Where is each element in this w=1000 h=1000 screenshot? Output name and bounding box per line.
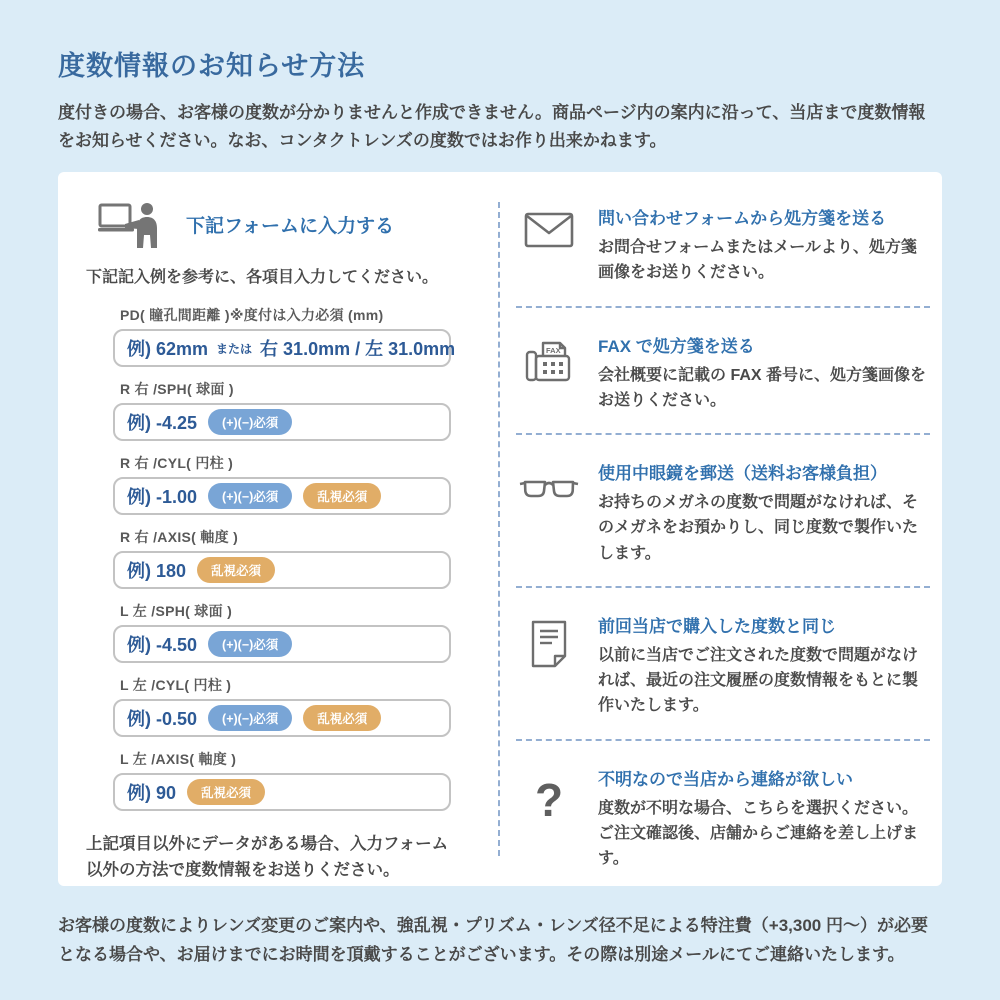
field-example-box bbox=[113, 551, 451, 589]
method-body: 会社概要に記載の FAX 番号に、処方箋画像をお送りください。 bbox=[598, 366, 927, 409]
sign-required-badge: (+)(−)必須 bbox=[208, 483, 292, 509]
horizontal-dashed-divider bbox=[516, 433, 930, 435]
field-example-box bbox=[113, 625, 451, 663]
field-example-box bbox=[113, 773, 451, 811]
field-row-r-axis bbox=[113, 527, 451, 589]
field-label: L 左 /CYL( 円柱 ) bbox=[120, 677, 232, 694]
example-value: 例) -4.25 bbox=[127, 413, 198, 434]
horizontal-dashed-divider bbox=[516, 586, 930, 588]
footer-note: お客様の度数によりレンズ変更のご案内や、強乱視・プリズム・レンズ径不足による特注費（+3,300 円～）が必要となる場合や、お届けまでにお時間を頂戴することがございます。その際は別途メールにてご連絡いたします。 bbox=[58, 916, 928, 964]
field-row-l-axis bbox=[113, 749, 451, 811]
method-body: 以前に当店でご注文された度数で問題がなければ、最近の注文履歴の度数情報をもとに製作いたします。 bbox=[598, 646, 919, 715]
astigmatism-required-badge: 乱視必須 bbox=[187, 779, 265, 805]
astigmatism-required-badge: 乱視必須 bbox=[197, 557, 275, 583]
form-section-header bbox=[98, 200, 498, 248]
field-label: L 左 /AXIS( 軸度 ) bbox=[120, 751, 237, 768]
svg-text:FAX: FAX bbox=[546, 345, 561, 355]
method-title: 不明なので当店から連絡が欲しい bbox=[598, 769, 853, 789]
example-value: 例) -4.50 bbox=[127, 635, 198, 656]
form-section-title: 下記フォームに入力する bbox=[186, 215, 395, 237]
astigmatism-required-badge: 乱視必須 bbox=[303, 483, 381, 509]
example-value: 例) 90 bbox=[127, 783, 177, 804]
glasses-icon bbox=[516, 459, 582, 566]
horizontal-dashed-divider bbox=[516, 739, 930, 741]
method-body: お問合せフォームまたはメールより、処方箋画像をお送りください。 bbox=[598, 239, 917, 282]
field-label: R 右 /SPH( 球面 ) bbox=[120, 381, 234, 398]
question-icon: ? bbox=[534, 773, 564, 826]
envelope-icon bbox=[516, 204, 582, 286]
method-title: FAX で処方箋を送る bbox=[598, 336, 755, 356]
fax-icon bbox=[516, 332, 582, 414]
sign-required-badge: (+)(−)必須 bbox=[208, 631, 292, 657]
methods-column bbox=[500, 172, 952, 886]
example-value: 例) -1.00 bbox=[127, 487, 198, 508]
page-title: 度数情報のお知らせ方法 bbox=[58, 51, 366, 81]
method-title: 使用中眼鏡を郵送（送料お客様負担） bbox=[598, 464, 887, 484]
field-example-box bbox=[113, 403, 451, 441]
horizontal-dashed-divider bbox=[516, 306, 930, 308]
field-example-box bbox=[113, 699, 451, 737]
sign-required-badge: (+)(−)必須 bbox=[208, 409, 292, 435]
field-label: R 右 /AXIS( 軸度 ) bbox=[120, 529, 239, 546]
content-panel bbox=[58, 172, 942, 886]
sign-required-badge: (+)(−)必須 bbox=[208, 705, 292, 731]
field-label: PD( 瞳孔間距離 )※度付は入力必須 (mm) bbox=[120, 307, 384, 324]
method-body: 度数が不明な場合、こちらを選択ください。ご注文確認後、店舗からご連絡を差し上げます。 bbox=[598, 799, 919, 868]
example-value: 例) -0.50 bbox=[127, 709, 198, 730]
intro-text: 度付きの場合、お客様の度数が分かりませんと作成できません。商品ページ内の案内に沿って、当店まで度数情報をお知らせください。なお、コンタクトレンズの度数ではお作り出来かねます。 bbox=[58, 103, 926, 150]
field-row-r-sph bbox=[113, 379, 451, 441]
form-subheading: 下記記入例を参考に、各項目入力してください。 bbox=[86, 269, 439, 287]
field-label: L 左 /SPH( 球面 ) bbox=[120, 603, 233, 620]
method-title: 問い合わせフォームから処方箋を送る bbox=[598, 209, 887, 229]
example-fields bbox=[113, 305, 456, 811]
form-note: 上記項目以外にデータがある場合、入力フォーム以外の方法で度数情報をお送りください。 bbox=[86, 835, 449, 880]
method-item-fax bbox=[516, 332, 930, 414]
field-row-l-cyl bbox=[113, 675, 451, 737]
astigmatism-required-badge: 乱視必須 bbox=[303, 705, 381, 731]
document-icon bbox=[516, 612, 582, 719]
method-item-previous-order bbox=[516, 612, 930, 719]
method-item-contact-form bbox=[516, 204, 930, 286]
method-body: お持ちのメガネの度数で問題がなければ、そのメガネをお預かりし、同じ度数で製作いたします。 bbox=[598, 494, 919, 562]
method-item-contact-me bbox=[516, 765, 930, 872]
field-row-l-sph bbox=[113, 601, 451, 663]
method-item-mail-glasses bbox=[516, 459, 930, 566]
form-column bbox=[58, 172, 498, 886]
field-example-box bbox=[113, 477, 451, 515]
example-or-text: または bbox=[216, 341, 253, 356]
example-value: 例) 62mm bbox=[127, 339, 209, 360]
presenter-icon bbox=[98, 200, 162, 248]
method-title: 前回当店で購入した度数と同じ bbox=[598, 616, 836, 636]
field-row-pd bbox=[113, 305, 456, 367]
example-value: 例) 180 bbox=[127, 561, 187, 582]
field-label: R 右 /CYL( 円柱 ) bbox=[120, 455, 234, 472]
example-value-2: 右 31.0mm / 左 31.0mm bbox=[260, 339, 456, 360]
field-row-r-cyl bbox=[113, 453, 451, 515]
field-example-box bbox=[113, 329, 456, 367]
